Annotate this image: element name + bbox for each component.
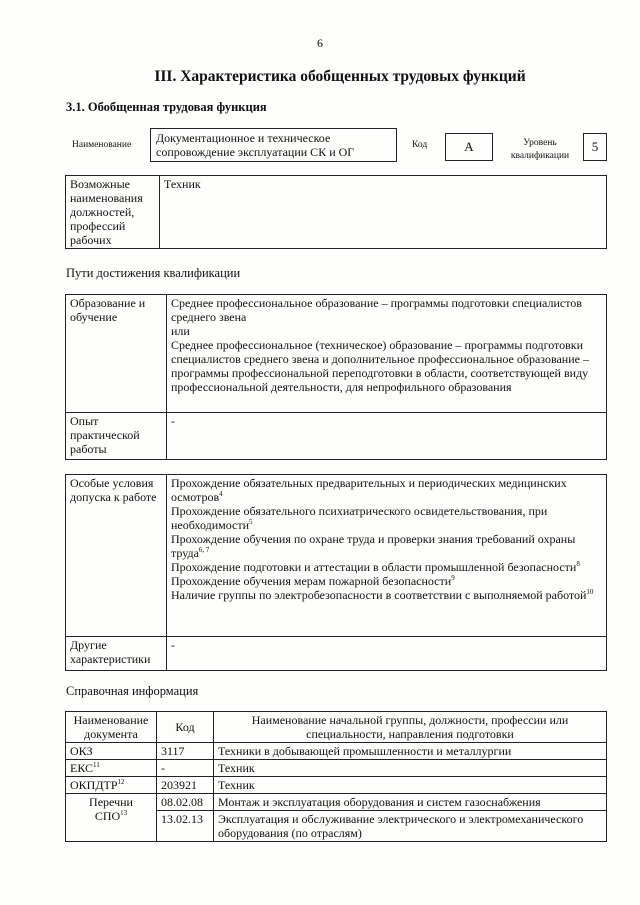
level-label-line1: Уровень: [523, 138, 557, 148]
name-value: Документационное и техническое сопровождение эксплуатации СК и ОГ: [150, 128, 397, 162]
ref-name: Техники в добывающей промышленности и металлургии: [214, 743, 607, 760]
education-label: Образование и обучение: [66, 295, 167, 413]
condition-item: Прохождение обязательных предварительных и периодических медицинских осмотров$^4$: [171, 476, 567, 504]
positions-label: Возможные наименования должностей, профессий рабочих: [66, 176, 160, 249]
code-label: Код: [412, 140, 428, 150]
table-row: [66, 760, 607, 777]
other-label: Другие характеристики: [66, 637, 167, 671]
condition-item: Наличие группы по электробезопасности в соответствии с выполняемой работой$^{10}$: [171, 588, 594, 602]
ref-name: Эксплуатация и обслуживание электрического и электромеханического оборудования (по отраслям): [214, 811, 607, 842]
ref-code: 3117: [157, 743, 214, 760]
table-row: [66, 777, 607, 794]
level-value: 5: [583, 133, 607, 161]
paths-title: Пути достижения квалификации: [66, 266, 241, 280]
positions-value: Техник: [160, 176, 607, 249]
condition-item: Прохождение обучения мерам пожарной безопасности$^9$: [171, 574, 455, 588]
name-label: Наименование: [72, 140, 132, 150]
ref-code: -: [157, 760, 214, 777]
ref-doc-spo: Перечни СПО$^{13}$: [66, 794, 157, 842]
reference-table: [65, 711, 607, 842]
reference-title: Справочная информация: [66, 684, 199, 698]
other-value: -: [167, 637, 607, 671]
experience-value: -: [167, 413, 607, 460]
conditions-table: [65, 474, 607, 671]
ref-name: Техник: [214, 777, 607, 794]
education-line2: Среднее профессиональное (техническое) образование – программы подготовки специалистов среднего звена и дополнительное профессиональное образование – программы профессиональной переподготовки в области, соответствующей виду профессиональной деятельности, для непрофильного образования: [171, 338, 589, 394]
experience-label: Опыт практической работы: [66, 413, 167, 460]
conditions-label: Особые условия допуска к работе: [66, 475, 167, 637]
condition-item: Прохождение обучения по охране труда и проверки знания требований охраны труда$^{6, 7}$: [171, 532, 576, 560]
ref-code: 203921: [157, 777, 214, 794]
ref-doc: ЕКС$^{11}$: [66, 760, 157, 777]
positions-table: [65, 175, 607, 249]
ref-header-code: Код: [157, 712, 214, 743]
education-or: или: [171, 324, 190, 338]
ref-doc: ОКПДТР$^{12}$: [66, 777, 157, 794]
ref-code: 13.02.13: [157, 811, 214, 842]
condition-item: Прохождение обязательного психиатрического освидетельствования, при необходимости$^5$: [171, 504, 548, 532]
ref-header-doc: Наименование документа: [66, 712, 157, 743]
page-number: 6: [317, 36, 323, 50]
education-value: [167, 295, 607, 413]
subsection-title: 3.1. Обобщенная трудовая функция: [66, 100, 267, 114]
education-line1: Среднее профессиональное образование – программы подготовки специалистов среднего звена: [171, 296, 582, 324]
table-row: [66, 743, 607, 760]
code-value: А: [445, 133, 493, 161]
ref-header-name: Наименование начальной группы, должности, профессии или специальности, направления подготовки: [214, 712, 607, 743]
level-label: [505, 137, 575, 163]
ref-code: 08.02.08: [157, 794, 214, 811]
ref-name: Техник: [214, 760, 607, 777]
table-row: [66, 794, 607, 811]
ref-name: Монтаж и эксплуатация оборудования и систем газоснабжения: [214, 794, 607, 811]
condition-item: Прохождение подготовки и аттестации в области промышленной безопасности$^8$: [171, 560, 580, 574]
ref-doc: ОКЗ: [66, 743, 157, 760]
education-table: [65, 294, 607, 460]
section-title: III. Характеристика обобщенных трудовых функций: [154, 68, 526, 85]
conditions-list: [167, 475, 607, 637]
level-label-line2: квалификации: [510, 151, 570, 161]
